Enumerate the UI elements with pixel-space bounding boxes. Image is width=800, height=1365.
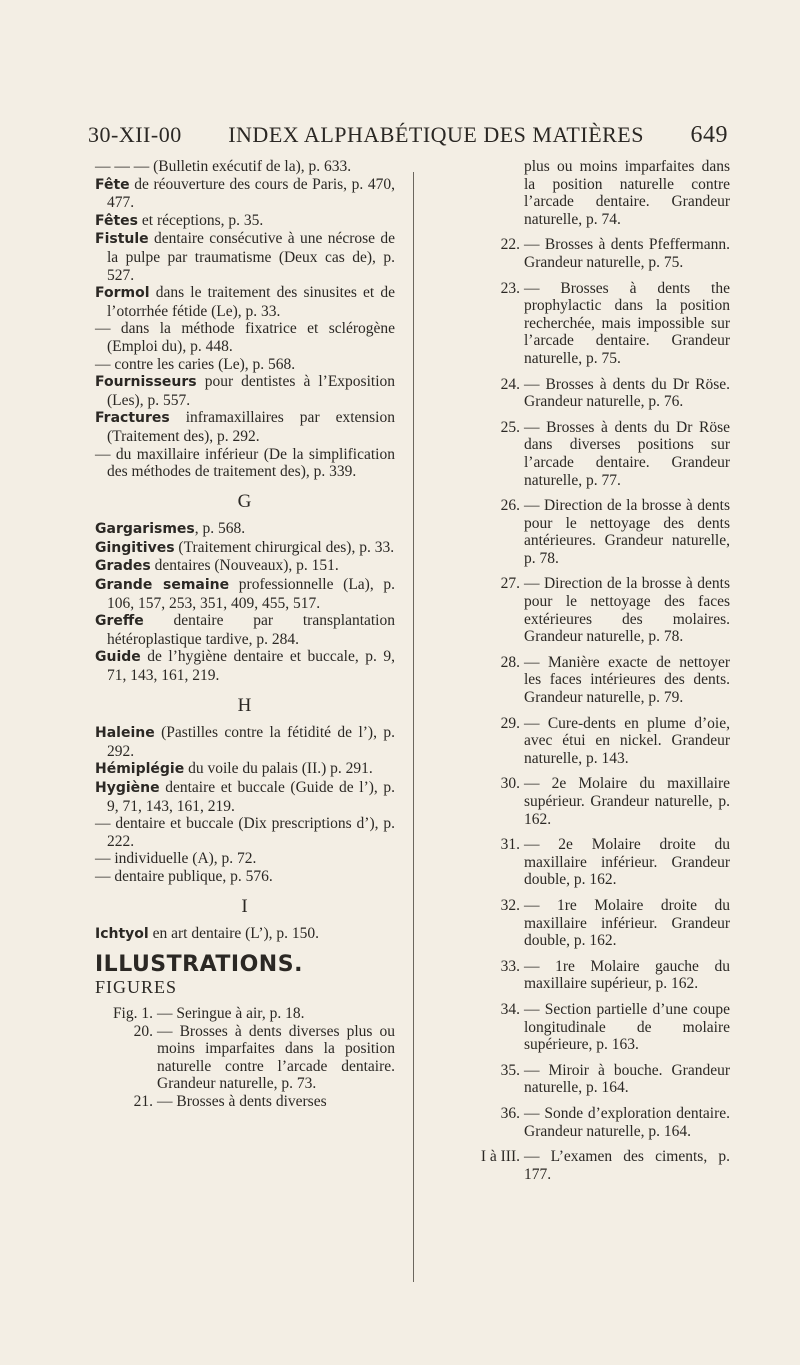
- figure-number: 27.: [500, 575, 520, 593]
- figure-number: 29.: [500, 714, 520, 732]
- entry-text: de réouverture des cours de Paris, p. 470, 477.: [107, 175, 395, 212]
- entry-headword: Formol: [95, 285, 150, 302]
- entry-text: — individuelle (A), p. 72.: [95, 850, 257, 868]
- index-entry: [95, 724, 395, 760]
- figure-entry: [462, 158, 730, 228]
- entry-text: dans le traitement des sinusites et de l’otorrhée fétide (Le), p. 33.: [107, 284, 395, 320]
- figure-caption: — Brosses à dents du Dr Röse. Grandeur naturelle, p. 76.: [524, 375, 730, 411]
- figure-number: 22.: [500, 236, 520, 254]
- figure-caption: — Brosses à dents du Dr Röse dans diverses positions sur l’arcade dentaire. Grandeur naturelle, p. 77.: [524, 418, 730, 489]
- figure-entry: [95, 1023, 395, 1093]
- index-entry: [95, 409, 395, 445]
- index-entries-i: [95, 925, 395, 944]
- figure-caption: — 2e Molaire droite du maxillaire inférieur. Grandeur double, p. 162.: [524, 836, 730, 889]
- figure-caption: — Section partielle d’une coupe longitudinale de molaire supérieure, p. 163.: [524, 1000, 730, 1054]
- letter-heading-i: I: [241, 895, 249, 917]
- figure-entry: [95, 1093, 395, 1111]
- column-divider: [413, 172, 414, 1282]
- figure-entry: [462, 497, 730, 567]
- entry-text: du voile du palais (II.) p. 291.: [188, 760, 373, 778]
- entry-headword: Greffe: [95, 613, 144, 630]
- entry-text: — dans la méthode fixatrice et sclérogène (Emploi du), p. 448.: [95, 320, 395, 355]
- entry-text: dentaire consécutive à une nécrose de la pulpe par traumatisme (Deux cas de), p. 527.: [107, 230, 395, 284]
- figure-entry: [462, 715, 730, 768]
- index-entry: [95, 557, 395, 576]
- figure-entry: [462, 419, 730, 489]
- figure-entry: [462, 836, 730, 889]
- figure-caption: — Cure-dents en plume d’oie, avec étui en nickel. Grandeur naturelle, p. 143.: [524, 714, 730, 767]
- index-entry: [95, 648, 395, 684]
- entry-text: — dentaire publique, p. 576.: [95, 867, 273, 885]
- figure-entry: [462, 1148, 730, 1183]
- figure-number: [462, 158, 524, 228]
- figure-caption: — 2e Molaire du maxillaire supérieur. Grandeur naturelle, p. 162.: [524, 775, 730, 828]
- figure-caption: — Direction de la brosse à dents pour le nettoyage des faces extérieures des molaires. Grandeur naturelle, p. 78.: [524, 575, 730, 646]
- figure-number: I à III.: [480, 1148, 520, 1166]
- entry-headword: Gargarismes: [95, 521, 195, 538]
- figure-number: 30.: [500, 775, 520, 793]
- figure-caption: — Sonde d’exploration dentaire. Grandeur naturelle, p. 164.: [524, 1104, 730, 1140]
- index-entry: [95, 320, 395, 355]
- figure-entry: [462, 280, 730, 368]
- entry-text: dentaire par transplantation hétéroplastique tardive, p. 284.: [107, 612, 395, 648]
- index-entries-g: [95, 520, 395, 684]
- figure-caption: — Brosses à dents Pfeffermann. Grandeur naturelle, p. 75.: [524, 236, 730, 271]
- figure-caption: — L’examen des ciments, p. 177.: [524, 1148, 730, 1183]
- index-entry: [95, 158, 395, 176]
- entry-text: pour dentistes à l’Exposition (Les), p. 557.: [107, 373, 396, 409]
- entry-text: professionnelle (La), p. 106, 157, 253, 351, 409, 455, 517.: [107, 576, 395, 612]
- entry-text: dentaire et buccale (Guide de l’), p. 9, 71, 143, 161, 219.: [107, 779, 395, 815]
- index-entry: [95, 539, 395, 558]
- index-entry: [95, 446, 395, 481]
- entry-text: — dentaire et buccale (Dix prescriptions d’), p. 222.: [95, 815, 395, 850]
- index-entry: [95, 176, 395, 212]
- figure-number: 25.: [500, 418, 520, 436]
- entry-headword: Gingitives: [95, 539, 175, 556]
- figure-entry: [462, 236, 730, 271]
- entry-headword: Grades: [95, 558, 151, 575]
- index-entries-f: [95, 158, 395, 481]
- figure-caption: — Brosses à dents diverses plus ou moins imparfaites dans la position naturelle contre l’arcade dentaire. Grandeur naturelle, p. 73.: [157, 1022, 395, 1093]
- index-entry: [95, 850, 395, 868]
- figure-entry: [462, 575, 730, 645]
- figure-entry: [462, 897, 730, 950]
- sub-title-figures: FIGURES: [95, 977, 178, 998]
- entry-headword: Fête: [95, 176, 130, 193]
- index-entries-h: [95, 724, 395, 885]
- entry-headword: Grande semaine: [95, 577, 230, 594]
- figure-entry: [462, 376, 730, 411]
- page-number: 649: [690, 122, 728, 148]
- index-entry: [95, 373, 395, 409]
- figure-number: 26.: [500, 497, 520, 515]
- entry-text: en art dentaire (L’), p. 150.: [152, 925, 320, 943]
- letter-heading-g: G: [237, 490, 253, 512]
- index-entry: [95, 520, 395, 539]
- figure-caption: — Seringue à air, p. 18.: [157, 1004, 305, 1022]
- figure-entry: [462, 775, 730, 828]
- right-column: [462, 158, 730, 1191]
- entry-text: — du maxillaire inférieur (De la simplification des méthodes de traitement des), p. 339.: [95, 445, 395, 481]
- figure-entry: [95, 1005, 395, 1023]
- left-column: [95, 158, 395, 1111]
- entry-text: — — — (Bulletin exécutif de la), p. 633.: [95, 158, 352, 175]
- figure-caption: — 1re Molaire gauche du maxillaire supérieur, p. 162.: [524, 957, 730, 993]
- figure-caption: — 1re Molaire droite du maxillaire inférieur. Grandeur double, p. 162.: [524, 896, 730, 950]
- index-entry: [95, 230, 395, 284]
- figure-caption: — Direction de la brosse à dents pour le nettoyage des dents antérieures. Grandeur naturelle, p. 78.: [524, 497, 730, 567]
- index-entry: [95, 760, 395, 779]
- figure-number: 28.: [500, 653, 520, 671]
- entry-text: — contre les caries (Le), p. 568.: [95, 355, 296, 373]
- figure-list-right: [462, 158, 730, 1183]
- index-entry: [95, 925, 395, 944]
- entry-headword: Fournisseurs: [95, 374, 197, 391]
- figure-number: 20.: [133, 1022, 153, 1040]
- entry-headword: Guide: [95, 649, 141, 666]
- entry-headword: Hémiplégie: [95, 761, 185, 778]
- entry-text: (Pastilles contre la fétidité de l’), p. 292.: [107, 724, 396, 760]
- entry-text: de l’hygiène dentaire et buccale, p. 9, 71, 143, 161, 219.: [107, 648, 395, 685]
- figure-number: 23.: [500, 279, 520, 297]
- index-entry: [95, 612, 395, 648]
- figure-entry: [462, 1062, 730, 1097]
- header-date: 30-XII-00: [88, 122, 182, 147]
- running-header: [88, 122, 728, 149]
- figure-number: 33.: [500, 957, 520, 975]
- figure-entry: [462, 654, 730, 707]
- section-title-illustrations: ILLUSTRATIONS.: [95, 951, 303, 977]
- index-entry: [95, 868, 395, 886]
- index-entry: [95, 576, 395, 612]
- index-entry: [95, 815, 395, 850]
- figure-number: 31.: [500, 836, 520, 854]
- entry-text: inframaxillaires par extension (Traitement des), p. 292.: [107, 409, 395, 445]
- index-entry: [95, 779, 395, 815]
- figure-number: 32.: [500, 896, 520, 914]
- entry-text: et réceptions, p. 35.: [141, 211, 264, 229]
- figure-caption: — Brosses à dents diverses: [157, 1092, 327, 1110]
- index-entry: [95, 212, 395, 231]
- figure-number: 36.: [500, 1104, 520, 1122]
- figure-entry: [462, 1105, 730, 1140]
- entry-headword: Fractures: [95, 410, 170, 427]
- figure-caption: — Manière exacte de nettoyer les faces intérieures des dents. Grandeur naturelle, p. 79.: [524, 653, 730, 707]
- figure-number: 24.: [500, 375, 520, 393]
- entry-text: , p. 568.: [194, 520, 246, 538]
- figure-caption: — Brosses à dents the prophylactic dans la position recherchée, mais impossible sur l’arcade dentaire. Grandeur naturelle, p. 75.: [524, 279, 730, 367]
- entry-text: (Traitement chirurgical des), p. 33.: [178, 538, 395, 556]
- figure-entry: [462, 1001, 730, 1054]
- figure-number: 35.: [500, 1061, 520, 1079]
- entry-headword: Fistule: [95, 231, 149, 248]
- index-entry: [95, 356, 395, 374]
- letter-heading-h: H: [237, 694, 253, 716]
- entry-headword: Ichtyol: [95, 926, 149, 943]
- header-title: INDEX ALPHABÉTIQUE DES MATIÈRES: [228, 122, 644, 147]
- figure-number: Fig. 1.: [112, 1004, 153, 1022]
- entry-headword: Fêtes: [95, 212, 139, 229]
- entry-headword: Haleine: [95, 725, 155, 742]
- figure-list-left: [95, 1005, 395, 1111]
- figure-number: 34.: [500, 1000, 520, 1018]
- figure-entry: [462, 958, 730, 993]
- entry-headword: Hygiène: [95, 780, 160, 796]
- index-entry: [95, 284, 395, 320]
- figure-caption: plus ou moins imparfaites dans la position naturelle contre l’arcade dentaire. Grandeur naturelle, p. 74.: [524, 158, 730, 228]
- figure-number: 21.: [133, 1092, 153, 1110]
- entry-text: dentaires (Nouveaux), p. 151.: [154, 557, 339, 575]
- figure-caption: — Miroir à bouche. Grandeur naturelle, p. 164.: [524, 1061, 730, 1097]
